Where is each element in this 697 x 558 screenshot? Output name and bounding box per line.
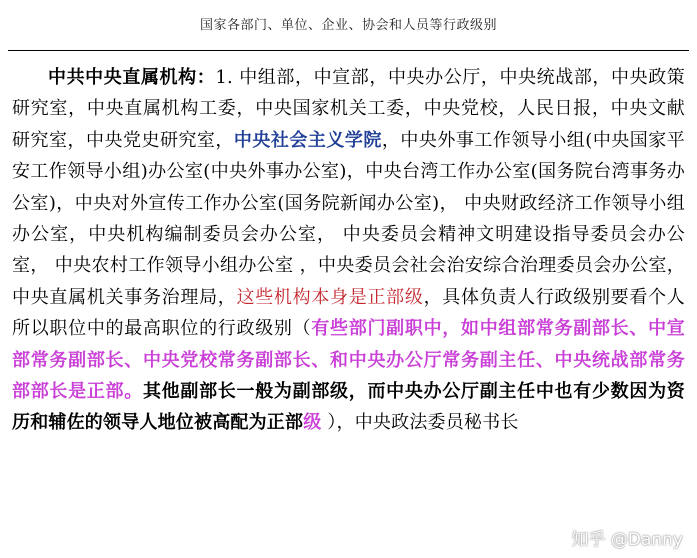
text-segment-4: ），中央政法委员秘书长 (321, 412, 519, 434)
highlight-blue-text: 中央社会主义学院 (233, 129, 382, 151)
header-divider (8, 50, 689, 51)
bold-magenta-tail: 级 (303, 412, 322, 434)
zhihu-watermark: 知乎 @Danny (571, 530, 683, 550)
body-paragraph (12, 62, 685, 439)
section-label: 中共中央直属机构： (48, 67, 216, 88)
highlight-magenta-text: 有些部门副职中，如中组部常务副部长、中宣部常务副部长、中央党校常务副部长、和中央办公厅常务副主任、中央统战部常务部部长是正部。 (12, 318, 686, 403)
text-segment-3: ，具体负责人行政级别要看个人所以职位中的最高职位的行政级别（ (12, 286, 685, 340)
text-segment-2: ，中央外事工作领导小组(中央国家平安工作领导小组)办公室(中央外事办公室)，中央台湾工作办公室(国务院台湾事务办公室)，中央对外宣传工作办公室(国务院新闻办公室)， 中央财政经济工作领导小组办公室，中央机构编制委员会办公室， 中央委员会精神文明建设指导委员会办公室， 中央农村工作领导小组办公室 ，中央委员会社会治安综合治理委员会办公室，中央直属机关事务治理局， (12, 129, 685, 308)
highlight-red-text: 这些机构本身是正部级 (236, 286, 424, 308)
bold-black-text: 其他副部长一般为副部级，而中央办公厅副主任中也有少数因为资历和辅佐的领导人地位被高配为正部 (12, 381, 686, 434)
text-segment-1: 1. 中组部，中宣部，中央办公厅，中央统战部，中央政策研究室，中央直属机构工委，中央国家机关工委，中央党校，人民日报，中央文献研究室，中央党史研究室， (12, 67, 685, 151)
page-header: 国家各部门、单位、企业、协会和人员等行政级别 (199, 18, 497, 33)
